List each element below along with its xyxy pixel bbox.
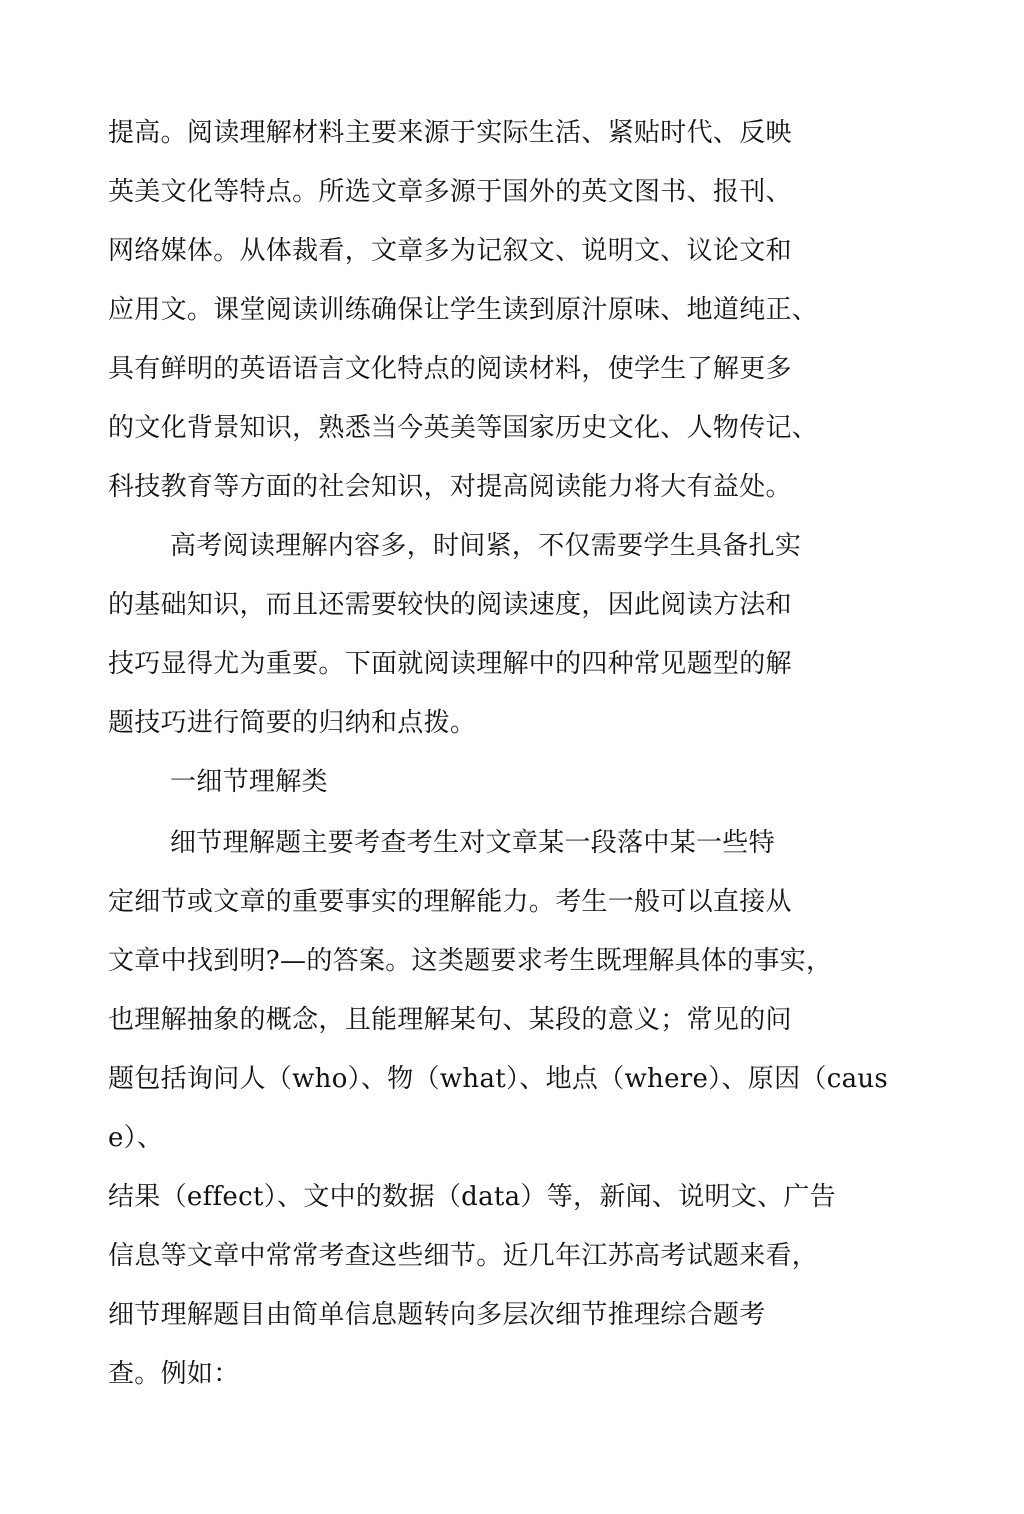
paragraph-1-line-4: 应用文。课堂阅读训练确保让学生读到原汁原味、地道纯正、	[108, 295, 819, 325]
paragraph-3-line-5: 题包括询问人（who）、物（what）、地点（where）、原因（caus	[108, 1064, 889, 1094]
section-heading: 一细节理解类	[170, 767, 328, 797]
paragraph-3-line-3: 文章中找到明?—的答案。这类题要求考生既理解具体的事实，	[108, 946, 833, 976]
paragraph-3-line-6: e）、	[108, 1123, 164, 1153]
paragraph-3-line-1: 细节理解题主要考查考生对文章某一段落中某一些特	[170, 828, 775, 858]
paragraph-3-line-8: 信息等文章中常常考查这些细节。近几年江苏高考试题来看，	[108, 1241, 819, 1271]
paragraph-2-line-3: 技巧显得尤为重要。下面就阅读理解中的四种常见题型的解	[108, 649, 792, 679]
paragraph-3-line-10: 查。例如：	[108, 1359, 240, 1389]
paragraph-3-line-2: 定细节或文章的重要事实的理解能力。考生一般可以直接从	[108, 887, 792, 917]
paragraph-2-line-2: 的基础知识，而且还需要较快的阅读速度，因此阅读方法和	[108, 590, 792, 620]
paragraph-1-line-6: 的文化背景知识，熟悉当今英美等国家历史文化、人物传记、	[108, 413, 819, 443]
paragraph-3-line-7: 结果（effect）、文中的数据（data）等，新闻、说明文、广告	[108, 1182, 837, 1212]
paragraph-3-line-9: 细节理解题目由简单信息题转向多层次细节推理综合题考	[108, 1300, 766, 1330]
paragraph-1-line-2: 英美文化等特点。所选文章多源于国外的英文图书、报刊、	[108, 177, 792, 207]
paragraph-2-line-1: 高考阅读理解内容多，时间紧，不仅需要学生具备扎实	[170, 531, 802, 561]
paragraph-3-line-4: 也理解抽象的概念，且能理解某句、某段的意义；常见的问	[108, 1005, 792, 1035]
paragraph-1-line-3: 网络媒体。从体裁看，文章多为记叙文、说明文、议论文和	[108, 236, 792, 266]
paragraph-1-line-7: 科技教育等方面的社会知识，对提高阅读能力将大有益处。	[108, 472, 792, 502]
paragraph-2-line-4: 题技巧进行简要的归纳和点拨。	[108, 708, 477, 738]
paragraph-1-line-1: 提高。阅读理解材料主要来源于实际生活、紧贴时代、反映	[108, 118, 792, 148]
paragraph-1-line-5: 具有鲜明的英语语言文化特点的阅读材料，使学生了解更多	[108, 354, 792, 384]
